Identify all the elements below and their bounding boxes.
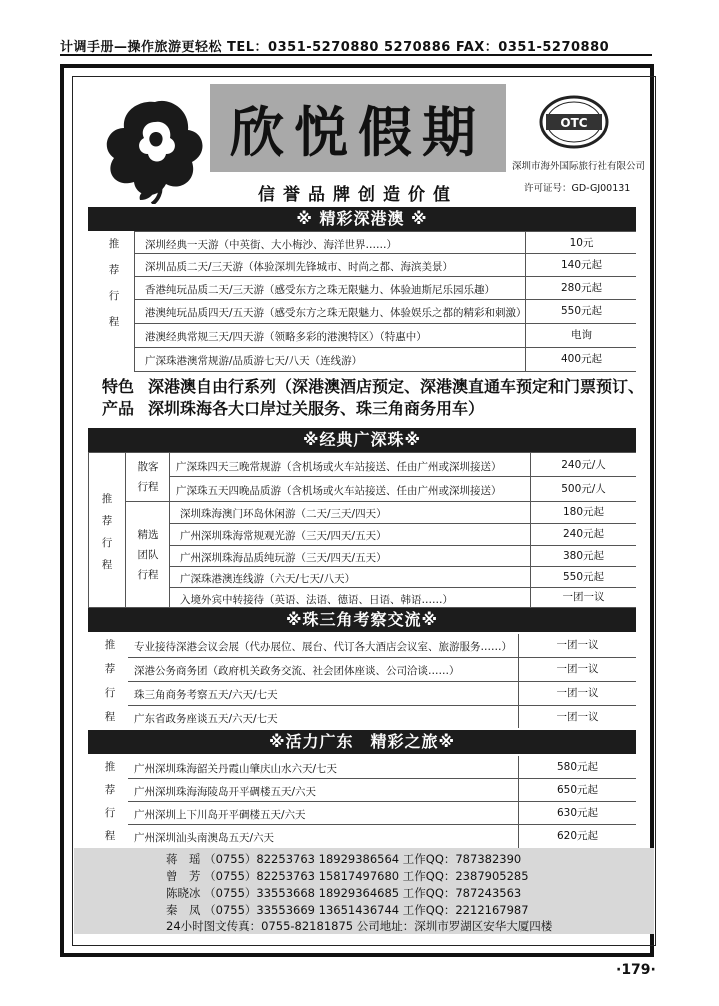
section2-table xyxy=(88,452,636,608)
brand-slogan: 信誉品牌创造价值 xyxy=(258,185,458,205)
tour-price: 400元起 xyxy=(525,348,636,371)
tour-name: 专业接待深港会议会展（代办展位、展台、代订各大酒店会议室、旅游服务……） xyxy=(134,641,512,653)
tour-price: 电询 xyxy=(525,324,636,347)
table-row xyxy=(134,277,636,300)
tour-name: 广州深圳汕头南澳岛五天/六天 xyxy=(134,832,275,844)
tour-name: 广州深圳珠海海陵岛开平碉楼五天/六天 xyxy=(134,786,317,798)
tour-name: 香港纯玩品质二天/三天游（感受东方之珠无限魅力、体验迪斯尼乐园乐趣） xyxy=(145,284,496,296)
section3-side-label-0: 推 xyxy=(104,639,116,651)
tour-name: 广东省政务座谈五天/六天/七天 xyxy=(134,713,278,725)
page-number: ·179· xyxy=(616,962,656,978)
special-line-2: 深圳珠海各大口岸过关服务、珠三角商务用车） xyxy=(148,399,485,418)
section1-side-label-0: 推 xyxy=(108,238,120,250)
section3-table xyxy=(88,632,636,728)
special-line-1: 深港澳自由行系列（深港澳酒店预定、深港澳直通车预定和门票预订、 xyxy=(148,377,645,396)
group2-label-0: 精选 xyxy=(137,529,159,541)
table-row xyxy=(170,546,636,567)
tour-name: 广州深圳珠海品质纯玩游（三天/四天/五天） xyxy=(180,552,387,564)
fax-address-line: 24小时图文传真：0755-82181875 公司地址：深圳市罗湖区安华大厦四楼 xyxy=(166,919,553,933)
table-row xyxy=(170,567,636,588)
section4-side-label-3: 程 xyxy=(104,830,116,842)
section4-side-label-1: 荐 xyxy=(104,784,116,796)
tour-price: 10元 xyxy=(525,232,636,253)
tour-name: 港澳经典常规三天/四天游（领略多彩的港澳特区）（特惠中） xyxy=(145,331,427,343)
tour-name: 港澳纯玩品质四天/五天游（感受东方之珠无限魅力、体验娱乐之都的精彩和刺激） xyxy=(145,307,527,319)
otc-logo-label: OTC xyxy=(560,116,588,130)
table-row xyxy=(134,300,636,324)
group1-label-1: 行程 xyxy=(137,481,159,493)
tour-price: 630元起 xyxy=(518,802,636,824)
tour-price: 580元起 xyxy=(518,756,636,778)
tour-price: 280元起 xyxy=(525,277,636,299)
contact-mobile: 13651436744 xyxy=(318,903,400,917)
contact-name: 蒋 瑶 xyxy=(166,852,201,866)
tour-name: 广深珠五天四晚品质游（含机场或火车站接送、任由广州或深圳接送） xyxy=(176,485,502,497)
tour-name: 广深珠港澳连线游（六天/七天/八天） xyxy=(180,573,356,585)
section1-title: ※ 精彩深港澳 ※ xyxy=(88,207,636,231)
table-row xyxy=(128,756,636,779)
contact-row xyxy=(166,868,529,884)
tour-price: 180元起 xyxy=(530,502,636,523)
table-row xyxy=(170,477,636,502)
tour-price: 550元起 xyxy=(530,567,636,587)
contact-qq: 工作QQ：787382390 xyxy=(402,852,522,866)
brand-title: 欣悦假期 xyxy=(230,99,486,164)
tour-price: 240元起 xyxy=(530,524,636,545)
tour-price: 620元起 xyxy=(518,825,636,848)
tour-name: 广州深圳上下川岛开平碉楼五天/六天 xyxy=(134,809,306,821)
tour-name: 深圳珠海澳门环岛休闲游（二天/三天/四天） xyxy=(180,508,387,520)
tour-name: 入境外宾中转接待（英语、法语、德语、日语、韩语……） xyxy=(180,594,453,606)
tour-price: 380元起 xyxy=(530,546,636,566)
contact-panel xyxy=(74,848,654,934)
section1-side-label-1: 荐 xyxy=(108,264,120,276)
section3-title: ※珠三角考察交流※ xyxy=(88,608,636,632)
contact-phone: （0755）33553669 xyxy=(204,903,315,917)
contact-phone: （0755）82253763 xyxy=(204,869,315,883)
table-row xyxy=(128,682,636,706)
contact-mobile: 18929364685 xyxy=(318,886,400,900)
table-row xyxy=(170,452,636,477)
table-row xyxy=(134,348,636,372)
table-row xyxy=(128,658,636,682)
table-row xyxy=(128,825,636,848)
section3-side-label-2: 行 xyxy=(104,687,116,699)
contact-row xyxy=(166,851,521,867)
section3-side-label-3: 程 xyxy=(104,711,116,723)
contact-name: 陈晓冰 xyxy=(166,886,201,900)
table-row xyxy=(128,802,636,825)
contact-row xyxy=(166,902,529,918)
table-row xyxy=(134,324,636,348)
tour-price: 550元起 xyxy=(525,300,636,323)
contact-phone: （0755）33553668 xyxy=(204,886,315,900)
section2-side-label-3: 程 xyxy=(101,559,113,571)
tour-name: 深圳经典一天游（中英街、大小梅沙、海洋世界……） xyxy=(145,239,397,251)
special-label-1: 特色 xyxy=(102,377,135,396)
section2-side-label-0: 推 xyxy=(101,493,113,505)
table-row xyxy=(170,588,636,608)
section1-table xyxy=(88,231,636,374)
tour-price: 一团一议 xyxy=(530,588,636,607)
table-row xyxy=(128,634,636,658)
company-name: 深圳市海外国际旅行社有限公司 xyxy=(512,161,646,172)
tour-name: 深圳品质二天/三天游（体验深圳先锋城市、时尚之都、海滨美景） xyxy=(145,261,454,273)
tour-name: 广州深圳珠海常规观光游（三天/四天/五天） xyxy=(180,530,387,542)
group2-label-1: 团队 xyxy=(137,549,159,561)
contact-qq: 工作QQ：2212167987 xyxy=(402,903,529,917)
tour-name: 广深珠四天三晚常规游（含机场或火车站接送、任由广州或深圳接送） xyxy=(176,461,502,473)
contact-mobile: 18929386564 xyxy=(318,852,400,866)
header-contact-line: 计调手册—操作旅游更轻松 TEL：0351-5270880 5270886 FAX：0351-5270880 xyxy=(60,40,610,54)
tour-price: 650元起 xyxy=(518,779,636,801)
contact-mobile: 15817497680 xyxy=(318,869,400,883)
tour-name: 珠三角商务考察五天/六天/七天 xyxy=(134,689,278,701)
license-number: 许可证号：GD-GJ00131 xyxy=(524,183,631,194)
section3-side-label-1: 荐 xyxy=(104,663,116,675)
tour-name: 广深珠港澳常规游/品质游七天/八天（连线游） xyxy=(145,355,363,367)
table-row xyxy=(170,524,636,546)
tour-price: 一团一议 xyxy=(518,658,636,681)
group1-label-0: 散客 xyxy=(137,461,159,473)
contact-phone: （0755）82253763 xyxy=(204,852,315,866)
tour-price: 140元起 xyxy=(525,254,636,276)
section4-title: ※活力广东 精彩之旅※ xyxy=(88,730,636,754)
otc-logo-icon xyxy=(538,92,610,150)
section4-table xyxy=(88,754,636,848)
tour-price: 一团一议 xyxy=(518,706,636,728)
header-rule xyxy=(60,54,652,56)
rose-logo-icon xyxy=(100,92,210,204)
section4-side-label-0: 推 xyxy=(104,761,116,773)
contact-qq: 工作QQ：2387905285 xyxy=(402,869,529,883)
tour-price: 240元/人 xyxy=(530,453,636,476)
table-row xyxy=(128,706,636,728)
table-row xyxy=(134,231,636,254)
section1-side-label-3: 程 xyxy=(108,316,120,328)
section2-title: ※经典广深珠※ xyxy=(88,428,636,452)
tour-price: 一团一议 xyxy=(518,634,636,657)
special-label-2: 产品 xyxy=(102,399,135,418)
group2-label-2: 行程 xyxy=(137,569,159,581)
section1-side-label-2: 行 xyxy=(108,290,120,302)
section4-side-label-2: 行 xyxy=(104,807,116,819)
contact-name: 秦 凤 xyxy=(166,903,201,917)
contact-qq: 工作QQ：787243563 xyxy=(402,886,522,900)
section2-side-label-1: 荐 xyxy=(101,515,113,527)
tour-price: 一团一议 xyxy=(518,682,636,705)
tour-name: 深港公务商务团（政府机关政务交流、社会团体座谈、公司洽谈……） xyxy=(134,665,460,677)
brand-title-box xyxy=(210,84,506,172)
table-row xyxy=(134,254,636,277)
tour-price: 500元/人 xyxy=(530,477,636,501)
tour-name: 广州深圳珠海韶关丹霞山肇庆山水六天/七天 xyxy=(134,763,338,775)
table-row xyxy=(170,502,636,524)
section2-side-label-2: 行 xyxy=(101,537,113,549)
contact-row xyxy=(166,885,521,901)
contact-name: 曾 芳 xyxy=(166,869,201,883)
table-row xyxy=(128,779,636,802)
